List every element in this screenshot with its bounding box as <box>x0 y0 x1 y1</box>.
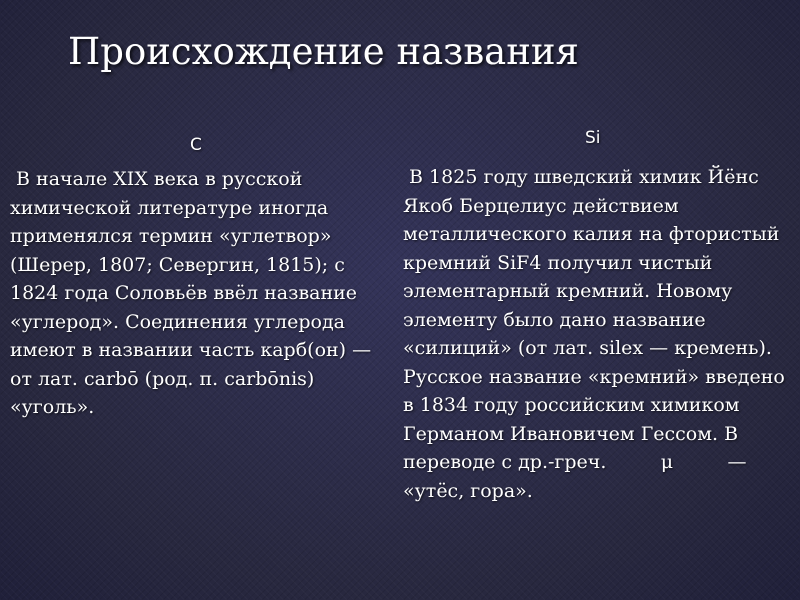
carbon-heading: C <box>190 135 202 155</box>
silicon-heading: Si <box>585 128 601 148</box>
carbon-column <box>10 135 385 422</box>
slide-title: Происхождение названия <box>68 30 579 73</box>
carbon-text: В начале XIX века в русской химической литературе иногда применялся термин «углетвор» (Шерер, 1807; Севергин, 1815); с 1824 года Соловьёв ввёл название «углерод». Соединения углерода имеют в названии часть карб(он) — от лат. carbō (род. п. carbōnis) «уголь». <box>10 168 378 418</box>
silicon-column <box>403 128 795 505</box>
silicon-text: В 1825 году шведский химик Йёнс Якоб Берцелиус действием металлического калия на фтористый кремний SiF4 получил чистый элементарный кремний. Новому элементу было дано название «силиций» (от лат. silex — кремень). Русское название «кремний» введено в 1834 году российским химиком Германом Ивановичем Гессом. В переводе с др.-греч. μ — «утёс, гора». <box>403 166 791 502</box>
